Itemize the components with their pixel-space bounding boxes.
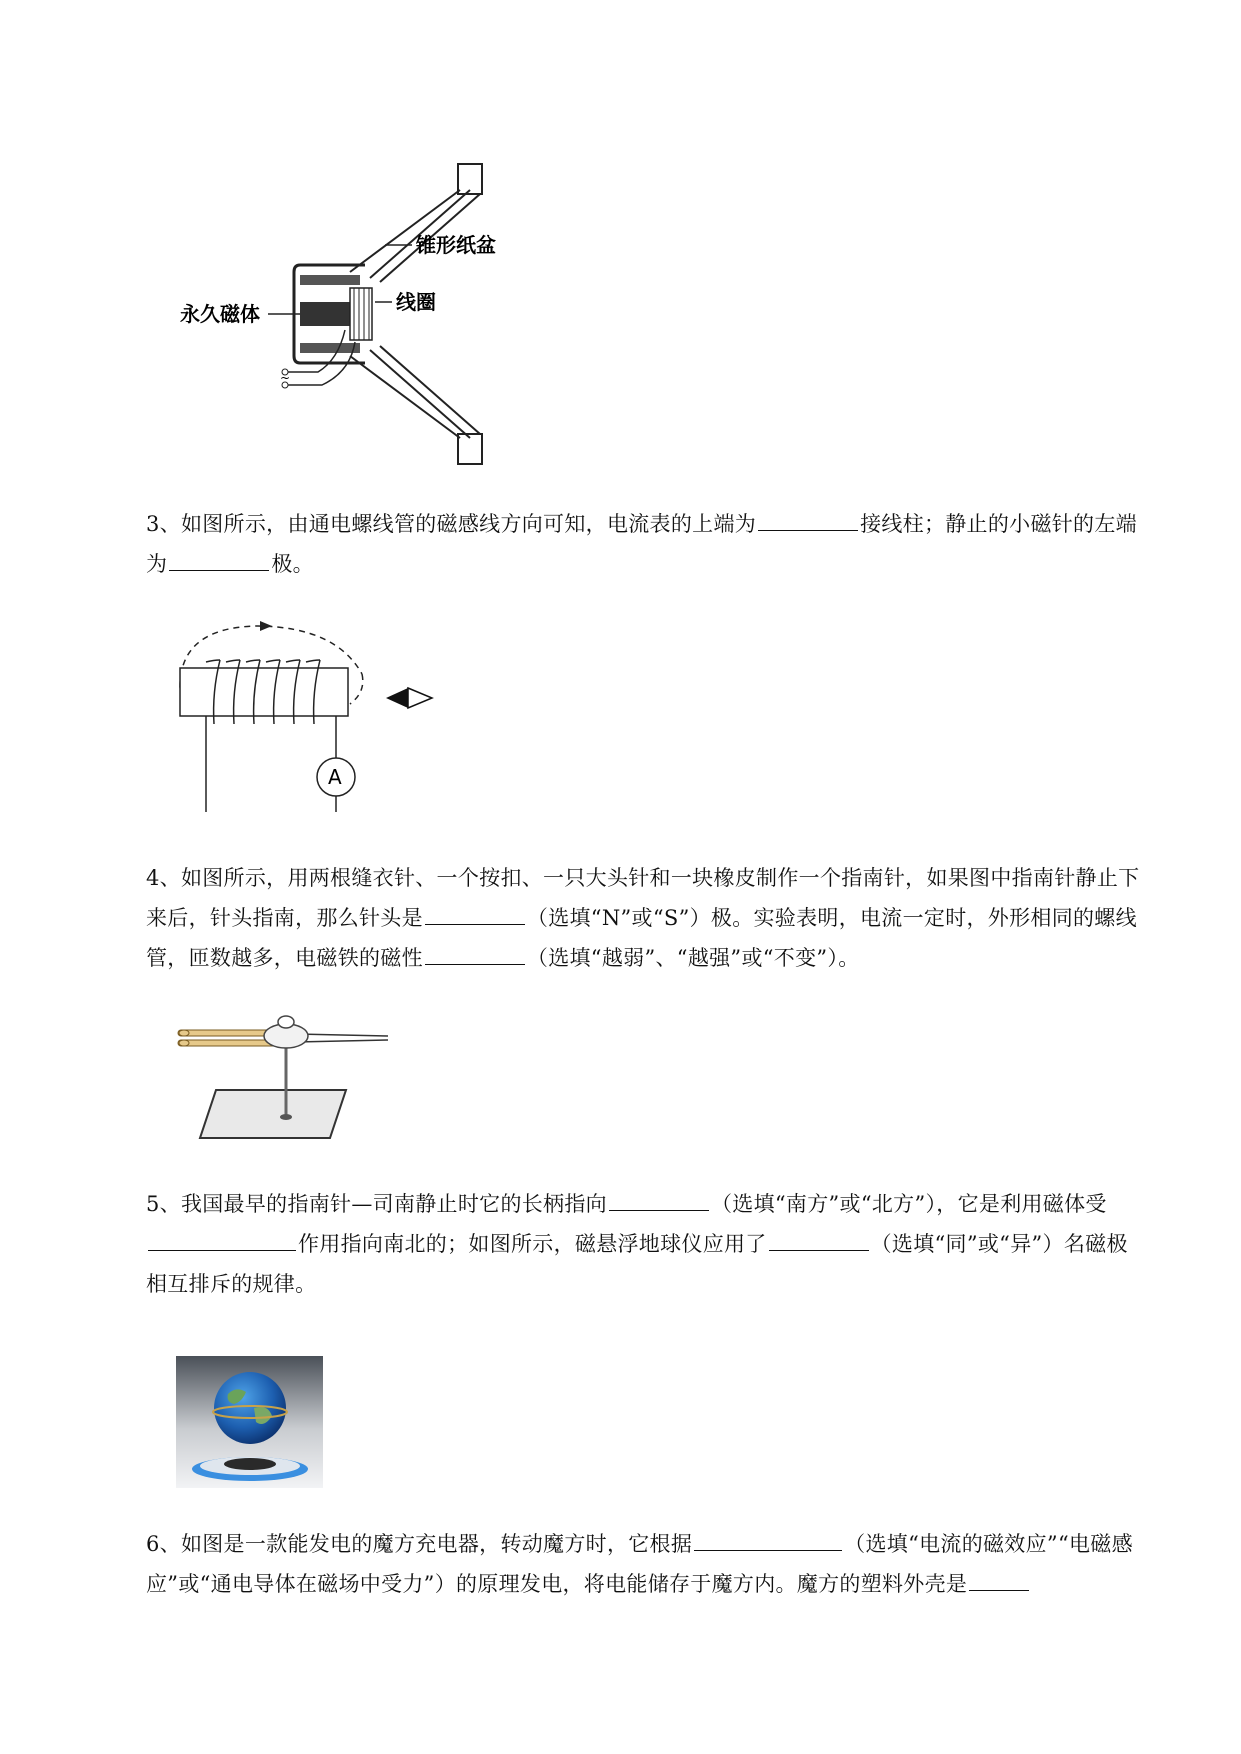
q5-text-b: （选填“南方”或“北方”），它是利用磁体受 [710,1192,1107,1216]
q6-text-a: 6、如图是一款能发电的魔方充电器，转动魔方时，它根据 [146,1532,693,1556]
maglev-globe-image [176,1356,323,1488]
q3-text-a: 3、如图所示，由通电螺线管的磁感线方向可知，电流表的上端为 [146,512,757,536]
q3-blank-1[interactable] [758,504,858,531]
svg-text:~: ~ [280,371,291,385]
label-coil: 线圈 [396,290,436,314]
q5-text-c: 作用指向南北的；如图所示，磁悬浮地球仪应用了 [298,1232,767,1256]
speaker-figure [170,160,550,470]
label-magnet: 永久磁体 [180,302,260,326]
speaker-diagram [170,160,550,470]
q3-blank-2[interactable] [169,544,269,571]
q4-text-c: （选填“越弱”、“越强”或“不变”）。 [526,946,860,970]
q5-blank-2[interactable] [148,1224,296,1251]
q3-text-b: 接线柱；静止的小磁针的左端为 [146,512,1137,576]
q5-text-a: 5、我国最早的指南针—司南静止时它的长柄指向 [146,1192,607,1216]
question-3 [146,504,1148,584]
solenoid-figure [168,612,458,817]
q6-blank-1[interactable] [694,1524,842,1551]
ammeter-label: A [328,765,342,789]
question-5 [146,1184,1148,1304]
needle-compass-diagram [176,1012,396,1142]
q6-text-b: （选填“电流的磁效应”“电磁感应”或“通电导体在磁场中受力”）的原理发电，将电能储存于魔方内。魔方的塑料外壳是 [146,1532,1133,1596]
q3-text-c: 极。 [271,552,314,576]
q5-blank-1[interactable] [609,1184,709,1211]
solenoid-diagram [168,612,458,817]
needle-compass-figure [176,1012,396,1142]
q4-blank-2[interactable] [425,938,525,965]
q4-blank-1[interactable] [425,898,525,925]
compass-needle-dark [386,688,408,708]
question-4 [146,858,1148,978]
label-cone: 锥形纸盆 [416,233,496,257]
compass-needle-light [408,688,432,708]
q6-blank-2[interactable] [969,1564,1029,1591]
q4-text-b: （选填“N”或“S”）极。实验表明，电流一定时，外形相同的螺线管，匝数越多，电磁铁的磁性 [146,906,1137,970]
question-6 [146,1524,1148,1604]
q5-blank-3[interactable] [769,1224,869,1251]
q4-text-a: 4、如图所示，用两根缝衣针、一个按扣、一只大头针和一块橡皮制作一个指南针，如果图中指南针静止下来后，针头指南，那么针头是 [146,866,1140,930]
q5-text-d: （选填“同”或“异”）名磁极相互排斥的规律。 [146,1232,1128,1296]
